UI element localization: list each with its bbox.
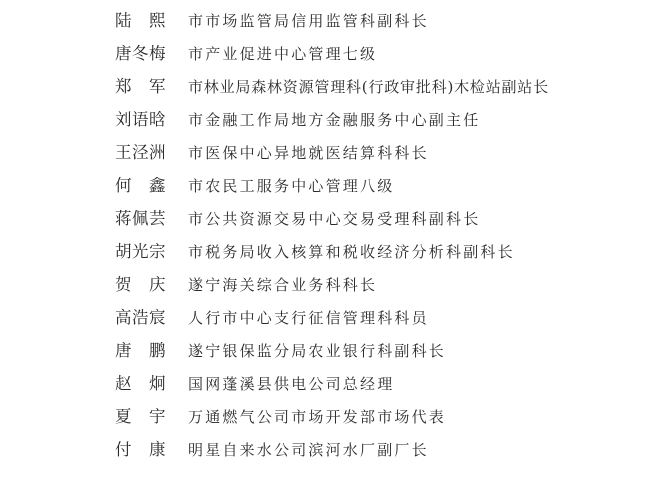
list-item [0,269,655,302]
person-position: 人行市中心支行征信管理科科员 [188,309,429,327]
person-name: 唐 鹏 [115,341,166,360]
person-position: 遂宁银保监分局农业银行科副科长 [188,342,447,360]
person-name: 胡光宗 [115,242,166,261]
list-item [0,104,655,137]
list-item [0,368,655,401]
list-item [0,5,655,38]
person-position: 市公共资源交易中心交易受理科副科长 [188,210,481,228]
list-item [0,137,655,170]
list-item [0,335,655,368]
person-name: 陆 熙 [115,11,166,30]
list-item [0,170,655,203]
person-name: 高浩宸 [115,308,166,327]
person-position: 市产业促进中心管理七级 [188,45,378,63]
person-name: 王泾洲 [115,143,166,162]
list-item [0,302,655,335]
person-position: 市市场监管局信用监管科副科长 [188,12,429,30]
person-name: 何 鑫 [115,176,166,195]
person-position: 万通燃气公司市场开发部市场代表 [188,408,447,426]
list-item [0,434,655,467]
list-item [0,38,655,71]
list-item [0,203,655,236]
person-name: 夏 宇 [115,407,166,426]
list-item [0,71,655,104]
person-name: 贺 庆 [115,275,166,294]
person-position: 遂宁海关综合业务科科长 [188,276,378,294]
person-position: 市税务局收入核算和税收经济分析科副科长 [188,243,515,261]
person-position: 市农民工服务中心管理八级 [188,177,395,195]
person-name: 唐冬梅 [115,44,166,63]
list-item [0,236,655,269]
person-position: 市林业局森林资源管理科(行政审批科)木检站副站长 [188,78,549,96]
person-position: 国网蓬溪县供电公司总经理 [188,375,395,393]
person-position: 市医保中心异地就医结算科科长 [188,144,429,162]
person-name: 蒋佩芸 [115,209,166,228]
list-item [0,401,655,434]
person-name: 赵 炯 [115,374,166,393]
person-name: 付 康 [115,440,166,459]
person-name: 郑 军 [115,77,166,96]
person-position: 市金融工作局地方金融服务中心副主任 [188,111,481,129]
person-name: 刘语晗 [115,110,166,129]
person-position: 明星自来水公司滨河水厂副厂长 [188,441,429,459]
